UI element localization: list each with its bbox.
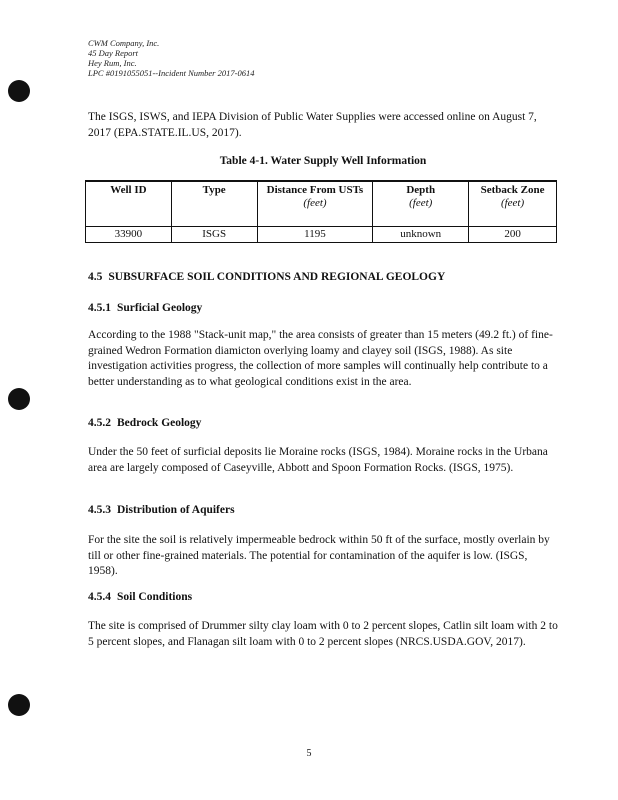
cell-setback: 200 xyxy=(469,227,557,243)
column-header-setback-unit: (feet) xyxy=(500,197,525,209)
section-title-4-5-4: Soil Conditions xyxy=(117,591,193,603)
column-header-depth xyxy=(373,181,469,227)
cell-distance: 1195 xyxy=(257,227,373,243)
cell-well-id: 33900 xyxy=(86,227,172,243)
column-header-setback-label: Setback Zone xyxy=(480,184,545,196)
header-incident-number: LPC #0191055051--Incident Number 2017-0614 xyxy=(88,68,255,78)
column-header-well-id-label: Well ID xyxy=(110,184,147,196)
section-heading-4-5 xyxy=(88,271,445,283)
column-header-well-id xyxy=(86,181,172,227)
section-heading-4-5-2 xyxy=(88,417,201,429)
water-supply-well-table xyxy=(85,180,557,243)
binder-hole-bottom xyxy=(8,694,30,716)
table-row xyxy=(86,227,557,243)
section-title-4-5-1: Surficial Geology xyxy=(117,302,203,314)
section-title-4-5-3: Distribution of Aquifers xyxy=(117,504,235,516)
header-company: CWM Company, Inc. xyxy=(88,38,160,48)
binder-hole-middle xyxy=(8,388,30,410)
section-title-4-5: SUBSURFACE SOIL CONDITIONS AND REGIONAL GEOLOGY xyxy=(108,271,446,283)
bedrock-geology-paragraph: Under the 50 feet of surficial deposits lie Moraine rocks (ISGS, 1984). Moraine rocks in the Urbana area are largely composed of Caseyville, Abbott and Spoon Formation Rocks. (ISGS, 1975). xyxy=(88,446,548,474)
header-report-title: 45 Day Report xyxy=(88,48,139,58)
column-header-distance-unit: (feet) xyxy=(303,197,327,209)
surficial-geology-paragraph: According to the 1988 "Stack-unit map," the area consists of greater than 15 meters (49.2 ft.) of fine-grained Wedron Formation diamicton overlying loamy and clayey soil (ISGS, 1988). As site investigation activities progress, the collection of more samples will continually help contribute to a better understanding as to what geological conditions exist in the area. xyxy=(88,329,553,388)
section-number-4-5-2: 4.5.2 xyxy=(88,417,111,429)
page-number: 5 xyxy=(306,748,312,759)
cell-type: ISGS xyxy=(171,227,257,243)
section-number-4-5: 4.5 xyxy=(88,271,103,283)
section-heading-4-5-1 xyxy=(88,302,202,314)
column-header-type-label: Type xyxy=(202,184,226,196)
document-header xyxy=(88,38,254,78)
cell-depth: unknown xyxy=(373,227,469,243)
binder-hole-top xyxy=(8,80,30,102)
section-heading-4-5-4 xyxy=(88,591,192,603)
section-heading-4-5-3 xyxy=(88,504,235,516)
column-header-depth-unit: (feet) xyxy=(409,197,433,209)
intro-paragraph: The ISGS, ISWS, and IEPA Division of Public Water Supplies were accessed online on August 7, 2017 (EPA.STATE.IL.US, 2017). xyxy=(88,111,537,139)
column-header-depth-label: Depth xyxy=(406,184,436,196)
column-header-distance-label: Distance From USTs xyxy=(266,184,364,196)
header-client: Hey Rum, Inc. xyxy=(88,58,137,68)
section-title-4-5-2: Bedrock Geology xyxy=(117,417,202,429)
column-header-type xyxy=(171,181,257,227)
table-caption: Table 4-1. Water Supply Well Information xyxy=(219,155,427,167)
column-header-setback xyxy=(469,181,557,227)
section-number-4-5-1: 4.5.1 xyxy=(88,302,111,314)
section-number-4-5-4: 4.5.4 xyxy=(88,591,111,603)
table-header-row xyxy=(86,181,557,227)
section-number-4-5-3: 4.5.3 xyxy=(88,504,111,516)
column-header-distance xyxy=(257,181,373,227)
soil-conditions-paragraph: The site is comprised of Drummer silty clay loam with 0 to 2 percent slopes, Catlin silt loam with 2 to 5 percent slopes, and Flanagan silt loam with 0 to 2 percent slopes (NRCS.USDA.GOV, 2017). xyxy=(88,620,558,648)
aquifers-paragraph: For the site the soil is relatively impermeable bedrock within 50 ft of the surface, mostly overlain by till or other fine-grained materials. The potential for contamination of the aquifer is low. (ISGS, 1958). xyxy=(88,534,550,577)
